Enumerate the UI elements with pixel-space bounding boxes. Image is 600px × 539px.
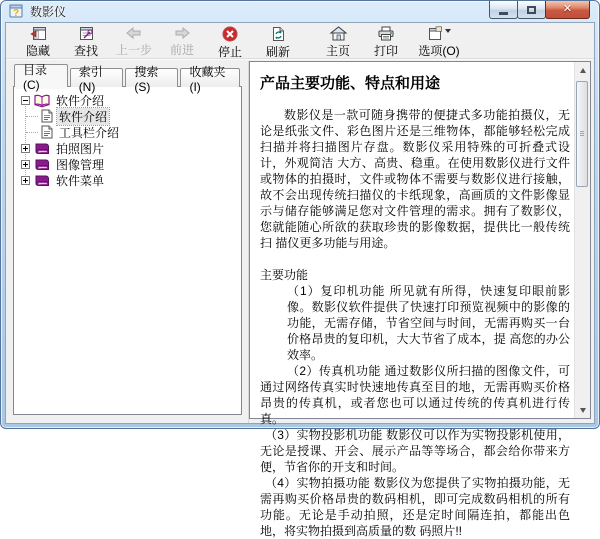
tree-guide-line (26, 116, 38, 117)
expand-toggle-icon[interactable] (21, 144, 30, 153)
content-pane (249, 61, 591, 538)
scroll-up-icon (580, 68, 586, 73)
tree-item-label: 拍照图片 (56, 141, 105, 156)
closed-book-icon (34, 174, 50, 187)
minimize-button[interactable] (489, 1, 518, 19)
print-button-label: 打印 (373, 44, 398, 58)
subheading: 主要功能 (260, 268, 309, 282)
stop-button-label: 停止 (217, 45, 242, 59)
home-button-label: 主页 (325, 44, 350, 58)
tree-item-label: 软件介绍 (59, 109, 108, 124)
main-area (6, 61, 594, 538)
contents-tree-panel (13, 86, 242, 415)
client-area (5, 22, 595, 538)
close-button[interactable] (545, 1, 590, 19)
scroll-down-button[interactable] (575, 402, 590, 418)
vertical-scrollbar[interactable] (574, 62, 590, 418)
forward-button-label: 前进 (169, 43, 194, 57)
close-icon: ✕ (562, 3, 573, 15)
back-arrow-icon (125, 26, 143, 40)
tree-item-software-intro-topic[interactable] (18, 108, 239, 124)
scrollbar-thumb[interactable] (576, 81, 588, 187)
tree-guide-line (26, 132, 38, 133)
feature-item: （4）实物拍摄功能 数影仪为您提供了实物拍摄功能，无需再购买价格昂贵的数码相机，即可完成数码相机的所有功能。无论是手动拍照，还是定时间隔连拍，都能出色地，将实物拍摄到高质量的数 码照片!! (260, 476, 570, 538)
options-button-label: 选项(O) (418, 44, 460, 58)
nav-tabs (13, 62, 242, 94)
open-book-icon (34, 94, 50, 107)
scroll-down-icon (580, 408, 586, 413)
closed-book-icon (34, 158, 50, 171)
hide-panel-icon (30, 26, 47, 41)
refresh-icon (271, 26, 286, 42)
collapse-toggle-icon[interactable] (21, 96, 30, 105)
tab-contents[interactable]: 目录(C) (14, 64, 68, 87)
find-button[interactable] (62, 25, 110, 58)
back-button-label: 上一步 (115, 43, 152, 57)
tree-item-photo-pictures-book[interactable] (18, 140, 239, 156)
tab-index[interactable]: 索引(N) (70, 68, 124, 87)
find-icon (78, 26, 95, 41)
tree-item-software-menu-book[interactable] (18, 172, 239, 188)
options-icon (428, 26, 443, 41)
topic-page-icon (41, 109, 53, 123)
topic-content (250, 62, 574, 538)
scroll-up-button[interactable] (575, 62, 590, 78)
forward-arrow-icon (173, 26, 191, 40)
stop-icon (222, 26, 238, 42)
hide-button-label: 隐藏 (25, 44, 50, 58)
minimize-icon (499, 12, 508, 15)
tree-item-toolbar-intro-topic[interactable] (18, 124, 239, 140)
expand-toggle-icon[interactable] (21, 160, 30, 169)
closed-book-icon (34, 142, 50, 155)
find-button-label: 查找 (73, 44, 98, 58)
tree-item-label: 软件菜单 (56, 173, 105, 188)
tree-item-label: 图像管理 (56, 157, 105, 172)
feature-item: （3）实物投影机功能 数影仪可以作为实物投影机使用，无论是授课、开会、展示产品等等场合，都会给你带来方便，节省你的开支和时间。 (260, 428, 570, 474)
home-icon (330, 26, 347, 41)
maximize-icon (527, 6, 536, 14)
options-button[interactable] (410, 25, 468, 58)
back-button[interactable] (110, 25, 158, 58)
expand-toggle-icon[interactable] (21, 176, 30, 185)
feature-item: （1）复印机功能 所见就有所得，快速复印眼前影像。数影仪软件提供了快速打印预览视频中的影像的功能，无需存储，节省空间与时间，无需再购买一台价格昂贵的复印机，大大节省了成本，提 高您的办公效率。 (287, 284, 570, 362)
caption-buttons (490, 1, 590, 19)
intro-paragraph: 数影仪是一款可随身携带的便捷式多功能拍摄仪，无论是纸张文件、彩色图片还是三维物体，都能够轻松完成扫描并将扫描图片存盘。数影仪采用特殊的可折叠式设计，外观简洁 大方、高贵、稳重。在使用数影仪进行文件或物体的拍摄时，文件或物体不需要与数影仪进行接触，故不会出现传统扫描仪的卡纸现象，高画质的文件影像显示与储存能够满足您对文件管理的需求。拥有了数影仪，您就能随心所欲的获取珍贵的影像数据，提供比一般传统扫 描仪更多功能与用途。 (260, 108, 570, 250)
help-window-icon (9, 4, 25, 19)
tree-item-image-management-book[interactable] (18, 156, 239, 172)
toolbar (6, 23, 594, 59)
refresh-button[interactable] (254, 25, 302, 58)
chevron-down-icon (445, 29, 451, 33)
svg-text:?: ? (12, 8, 20, 19)
topic-heading: 产品主要功能、特点和用途 (260, 75, 441, 92)
tab-search[interactable]: 搜索(S) (125, 68, 178, 87)
print-button[interactable] (362, 25, 410, 58)
tab-favorites[interactable]: 收藏夹(I) (180, 68, 240, 87)
home-button[interactable] (314, 25, 362, 58)
tree-item-software-intro-book[interactable] (18, 92, 239, 108)
tree-item-label: 软件介绍 (56, 93, 105, 108)
refresh-button-label: 刷新 (265, 45, 290, 59)
contents-tree (18, 92, 239, 188)
topic-page-icon (41, 125, 53, 139)
tree-item-label: 工具栏介绍 (59, 125, 120, 140)
navigation-pane (6, 61, 244, 423)
print-icon (377, 26, 395, 41)
stop-button[interactable] (206, 25, 254, 58)
hide-button[interactable] (14, 25, 62, 58)
forward-button[interactable] (158, 25, 206, 58)
window-title: 数影仪 (30, 5, 67, 19)
maximize-button[interactable] (517, 1, 546, 19)
feature-item: （2）传真机功能 通过数影仪所扫描的图像文件，可通过网络传真实时快速地传真至目的地，无需再购买价格昂贵的传真机，或者您也可以通过传统的传真机进行传真。 (260, 364, 570, 426)
